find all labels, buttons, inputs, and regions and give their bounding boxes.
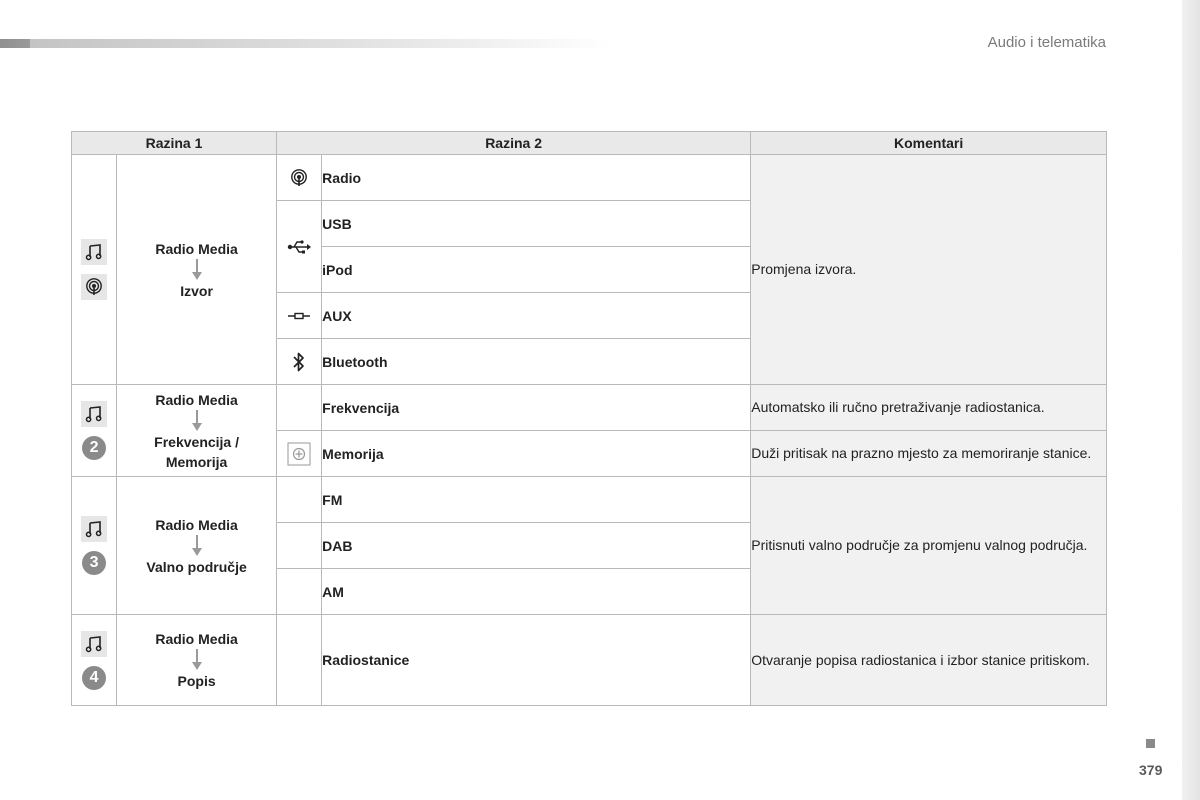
level1-icons — [72, 615, 117, 706]
level2-ipod[interactable]: iPod — [322, 247, 751, 293]
aux-jack-icon — [287, 311, 311, 321]
level2-radio-stations[interactable]: Radiostanice — [322, 615, 751, 706]
step-badge: 3 — [82, 551, 106, 575]
column-header-comments: Komentari — [751, 132, 1107, 155]
level1-subtitle: Valno područje — [146, 558, 247, 575]
level2-icon-cell — [276, 339, 321, 385]
level2-am[interactable]: AM — [322, 569, 751, 615]
level2-bluetooth[interactable]: Bluetooth — [322, 339, 751, 385]
level2-icon-cell — [276, 523, 321, 569]
level2-icon-cell — [276, 201, 321, 293]
music-note-icon — [81, 516, 107, 542]
table-row — [72, 477, 1107, 523]
comment-cell: Otvaranje popisa radiostanica i izbor stanice pritiskom. — [751, 615, 1107, 706]
level2-icon-cell — [276, 155, 321, 201]
comment-cell: Duži pritisak na prazno mjesto za memoriranje stanice. — [751, 431, 1107, 477]
music-note-icon — [81, 239, 107, 265]
level2-icon-cell — [276, 293, 321, 339]
section-title: Audio i telematika — [987, 34, 1106, 51]
level1-title: Radio Media — [155, 391, 238, 408]
level1-subtitle: Frekvencija / — [154, 433, 239, 450]
level1-title: Radio Media — [155, 516, 238, 533]
page-number: 379 — [1139, 762, 1163, 778]
level1-icons — [72, 477, 117, 615]
level1-title: Radio Media — [155, 240, 238, 257]
level2-usb[interactable]: USB — [322, 201, 751, 247]
level2-radio[interactable]: Radio — [322, 155, 751, 201]
table-header-row — [72, 132, 1107, 155]
table-row — [72, 615, 1107, 706]
level2-frequency[interactable]: Frekvencija — [322, 385, 751, 431]
level1-icons — [72, 155, 117, 385]
bluetooth-icon — [292, 352, 306, 372]
comment-cell: Promjena izvora. — [751, 155, 1107, 385]
level2-icon-cell — [276, 385, 321, 431]
level1-cell — [117, 155, 277, 385]
level1-cell — [117, 385, 277, 477]
header-decor-bar — [0, 39, 610, 48]
level2-icon-cell — [276, 477, 321, 523]
page-marker — [1146, 739, 1155, 748]
level1-title: Radio Media — [155, 631, 238, 647]
level2-memory[interactable]: Memorija — [322, 431, 751, 477]
comment-cell: Pritisnuti valno područje za promjenu valnog područja. — [751, 477, 1107, 615]
level2-fm[interactable]: FM — [322, 477, 751, 523]
table-row — [72, 155, 1107, 201]
radio-wave-icon — [290, 169, 308, 187]
level2-icon-cell — [276, 569, 321, 615]
level2-dab[interactable]: DAB — [322, 523, 751, 569]
step-badge: 2 — [82, 436, 106, 460]
level1-subtitle: Popis — [177, 673, 216, 689]
table-row — [72, 385, 1107, 431]
level2-icon-cell — [276, 615, 321, 706]
page-edge-strip — [1182, 0, 1200, 800]
memory-plus-icon — [287, 442, 311, 466]
level1-cell — [117, 615, 277, 706]
radio-wave-icon — [81, 274, 107, 300]
level2-aux[interactable]: AUX — [322, 293, 751, 339]
level1-subtitle: Memorija — [165, 453, 228, 470]
step-badge: 4 — [82, 666, 106, 690]
level1-cell — [117, 477, 277, 615]
column-header-level2: Razina 2 — [276, 132, 750, 155]
menu-structure-table — [71, 131, 1107, 706]
level1-icons — [72, 385, 117, 477]
music-note-icon — [81, 631, 107, 657]
level2-icon-cell — [276, 431, 321, 477]
comment-cell: Automatsko ili ručno pretraživanje radiostanica. — [751, 385, 1107, 431]
usb-icon — [287, 240, 311, 254]
level1-subtitle: Izvor — [180, 282, 213, 299]
column-header-level1: Razina 1 — [72, 132, 277, 155]
music-note-icon — [81, 401, 107, 427]
